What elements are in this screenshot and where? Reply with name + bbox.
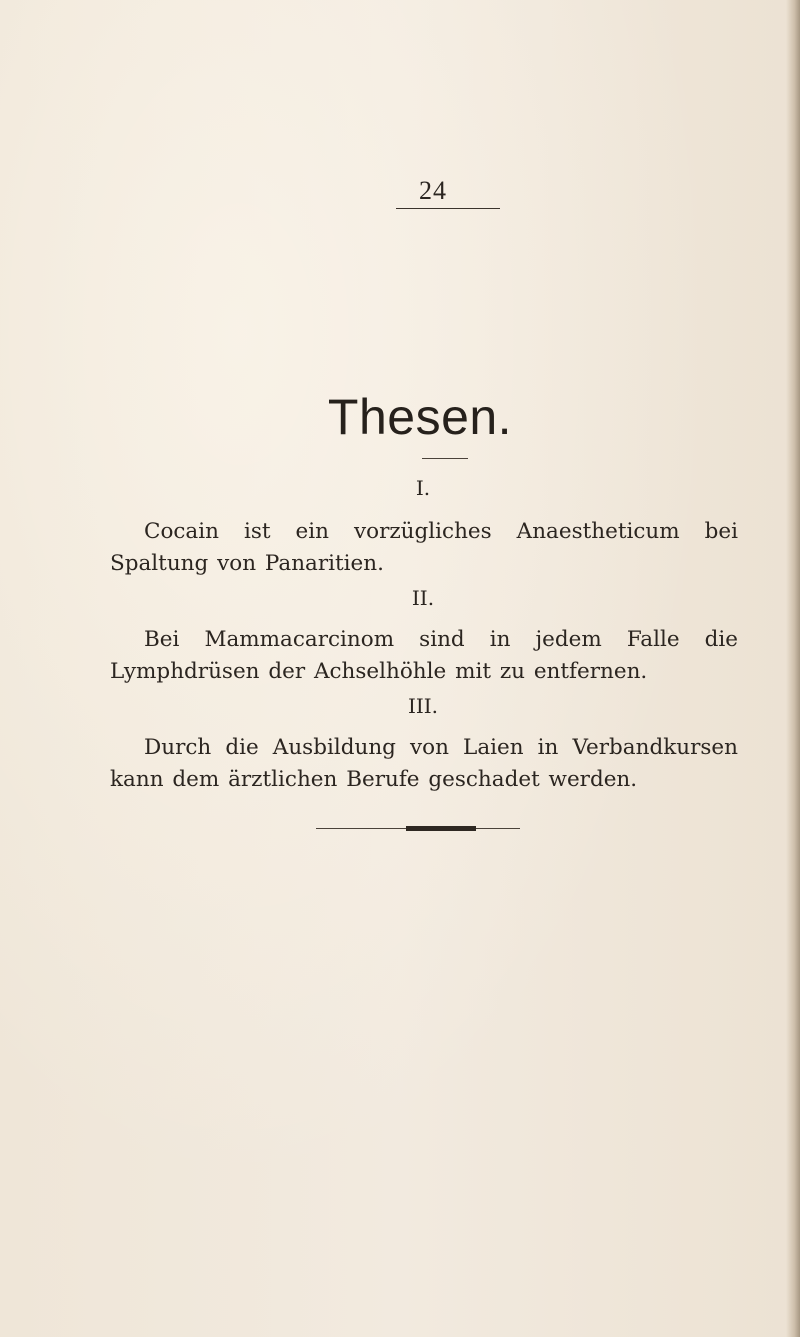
thesis-1-numeral: I. [415, 476, 431, 500]
page-title: Thesen. [327, 389, 513, 445]
closing-rule [316, 826, 520, 832]
title-rule [422, 458, 468, 459]
thesis-2-numeral: II. [411, 586, 435, 610]
page-number-rule [396, 208, 500, 209]
thesis-2-text: Bei Mammacarcinom sind in jedem Falle die Lymphdrüsen der Achselhöhle mit zu entfernen. [110, 627, 738, 684]
thesis-3-numeral: III. [407, 694, 439, 718]
thesis-3-text: Durch die Ausbildung von Laien in Verbandkursen kann dem ärztlichen Berufe geschadet werden. [110, 735, 738, 792]
page-number: 24 [419, 176, 447, 205]
thesis-1-text: Cocain ist ein vorzügliches Anaestheticum bei Spaltung von Panaritien. [110, 519, 738, 576]
